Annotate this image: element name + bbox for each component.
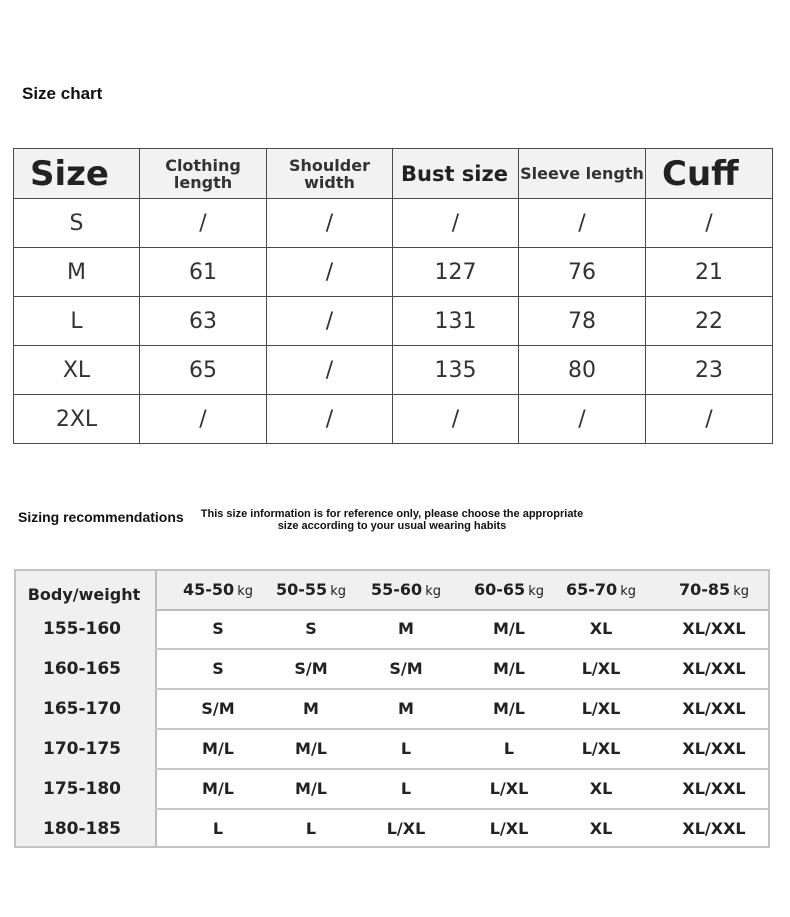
height-range: 160-165 [42,659,122,679]
measurement-cell: / [519,395,646,444]
measurement-cell: / [267,346,393,395]
header-cuff: Cuff [646,149,773,199]
recommended-size: XL [589,619,613,638]
size-chart-header-row [14,149,773,199]
table-row [14,395,773,444]
size-chart-title: Size chart [22,84,103,103]
weight-range: 50-55 [276,580,328,599]
table-row [14,199,773,248]
height-range: 175-180 [42,779,122,799]
weight-range: 65-70 [566,580,618,599]
measurement-cell: 63 [140,297,267,346]
size-label-cell: S [14,199,140,248]
size-label-cell: M [14,248,140,297]
weight-range: 45-50 [183,580,235,599]
weight-unit: kg [733,584,749,599]
weight-unit: kg [425,584,441,599]
recommended-size: S/M [294,659,328,678]
measurement-cell: / [519,199,646,248]
size-chart-table [13,148,773,444]
measurement-cell: 131 [393,297,519,346]
recommended-size: M/L [493,619,525,638]
height-range: 180-185 [42,819,122,839]
recommended-size: S [305,619,317,638]
measurement-cell: / [267,248,393,297]
measurement-cell: 22 [646,297,773,346]
recommended-size: M [303,699,319,718]
measurement-cell: 127 [393,248,519,297]
recommended-size: S [212,659,224,678]
recommended-size: L/XL [581,699,621,718]
measurement-cell: / [140,395,267,444]
reference-note: This size information is for reference only, please choose the appropriate size according to your usual wearing habits [200,508,584,532]
measurement-cell: 21 [646,248,773,297]
header-bust-size: Bust size [393,149,519,199]
recommended-size: S [212,619,224,638]
weight-range: 55-60 [371,580,423,599]
weight-unit: kg [237,584,253,599]
measurement-cell: / [393,199,519,248]
measurement-cell: / [646,199,773,248]
measurement-cell: 23 [646,346,773,395]
sizing-recommendation-table [14,569,770,848]
recommended-size: M [398,699,414,718]
recommended-size: XL [589,779,613,798]
table-row [14,346,773,395]
recommended-size: M [398,619,414,638]
recommended-size: L [400,739,412,758]
header-shoulder-width: Shoulder width [267,149,393,199]
recommended-size: M/L [202,739,234,758]
recommended-size: L/XL [489,819,529,838]
measurement-cell: 135 [393,346,519,395]
weight-unit: kg [528,584,544,599]
measurement-cell: / [267,199,393,248]
body-weight-corner: Body/weight [27,585,141,604]
recommended-size: XL/XXL [682,619,746,638]
recommended-size: XL [589,819,613,838]
recommended-size: XL/XXL [682,739,746,758]
recommended-size: L [400,779,412,798]
recommended-size: L/XL [581,739,621,758]
size-label-cell: 2XL [14,395,140,444]
measurement-cell: / [646,395,773,444]
weight-header [546,571,656,609]
recommended-size: L [305,819,317,838]
recommended-size: L/XL [489,779,529,798]
recommended-size: M/L [295,779,327,798]
weight-range: 60-65 [474,580,526,599]
weight-range: 70-85 [679,580,731,599]
measurement-cell: / [393,395,519,444]
recommended-size: S/M [201,699,235,718]
recommended-size: L [212,819,224,838]
recommended-size: XL/XXL [682,699,746,718]
table-row [14,297,773,346]
height-range: 155-160 [42,619,122,639]
measurement-cell: 80 [519,346,646,395]
recommended-size: S/M [389,659,423,678]
header-sleeve-length: Sleeve length [519,149,646,199]
recommended-size: XL/XXL [682,659,746,678]
height-range: 165-170 [42,699,122,719]
height-range: 170-175 [42,739,122,759]
recommended-size: L/XL [386,819,426,838]
measurement-cell: / [140,199,267,248]
recommended-size: XL/XXL [682,819,746,838]
weight-header [256,571,366,609]
measurement-cell: 61 [140,248,267,297]
recommended-size: L [503,739,515,758]
measurement-cell: 76 [519,248,646,297]
weight-header [351,571,461,609]
size-label-cell: XL [14,346,140,395]
recommended-size: M/L [493,699,525,718]
size-label-cell: L [14,297,140,346]
header-size: Size [14,149,140,199]
weight-unit: kg [330,584,346,599]
measurement-cell: 65 [140,346,267,395]
recommended-size: M/L [493,659,525,678]
weight-header [659,571,769,609]
recommended-size: L/XL [581,659,621,678]
weight-unit: kg [620,584,636,599]
measurement-cell: / [267,395,393,444]
measurement-cell: / [267,297,393,346]
recommended-size: XL/XXL [682,779,746,798]
recommended-size: M/L [202,779,234,798]
table-row [14,248,773,297]
header-clothing-length: Clothing length [140,149,267,199]
measurement-cell: 78 [519,297,646,346]
recommended-size: M/L [295,739,327,758]
sizing-recommendations-label: Sizing recommendations [18,509,184,525]
